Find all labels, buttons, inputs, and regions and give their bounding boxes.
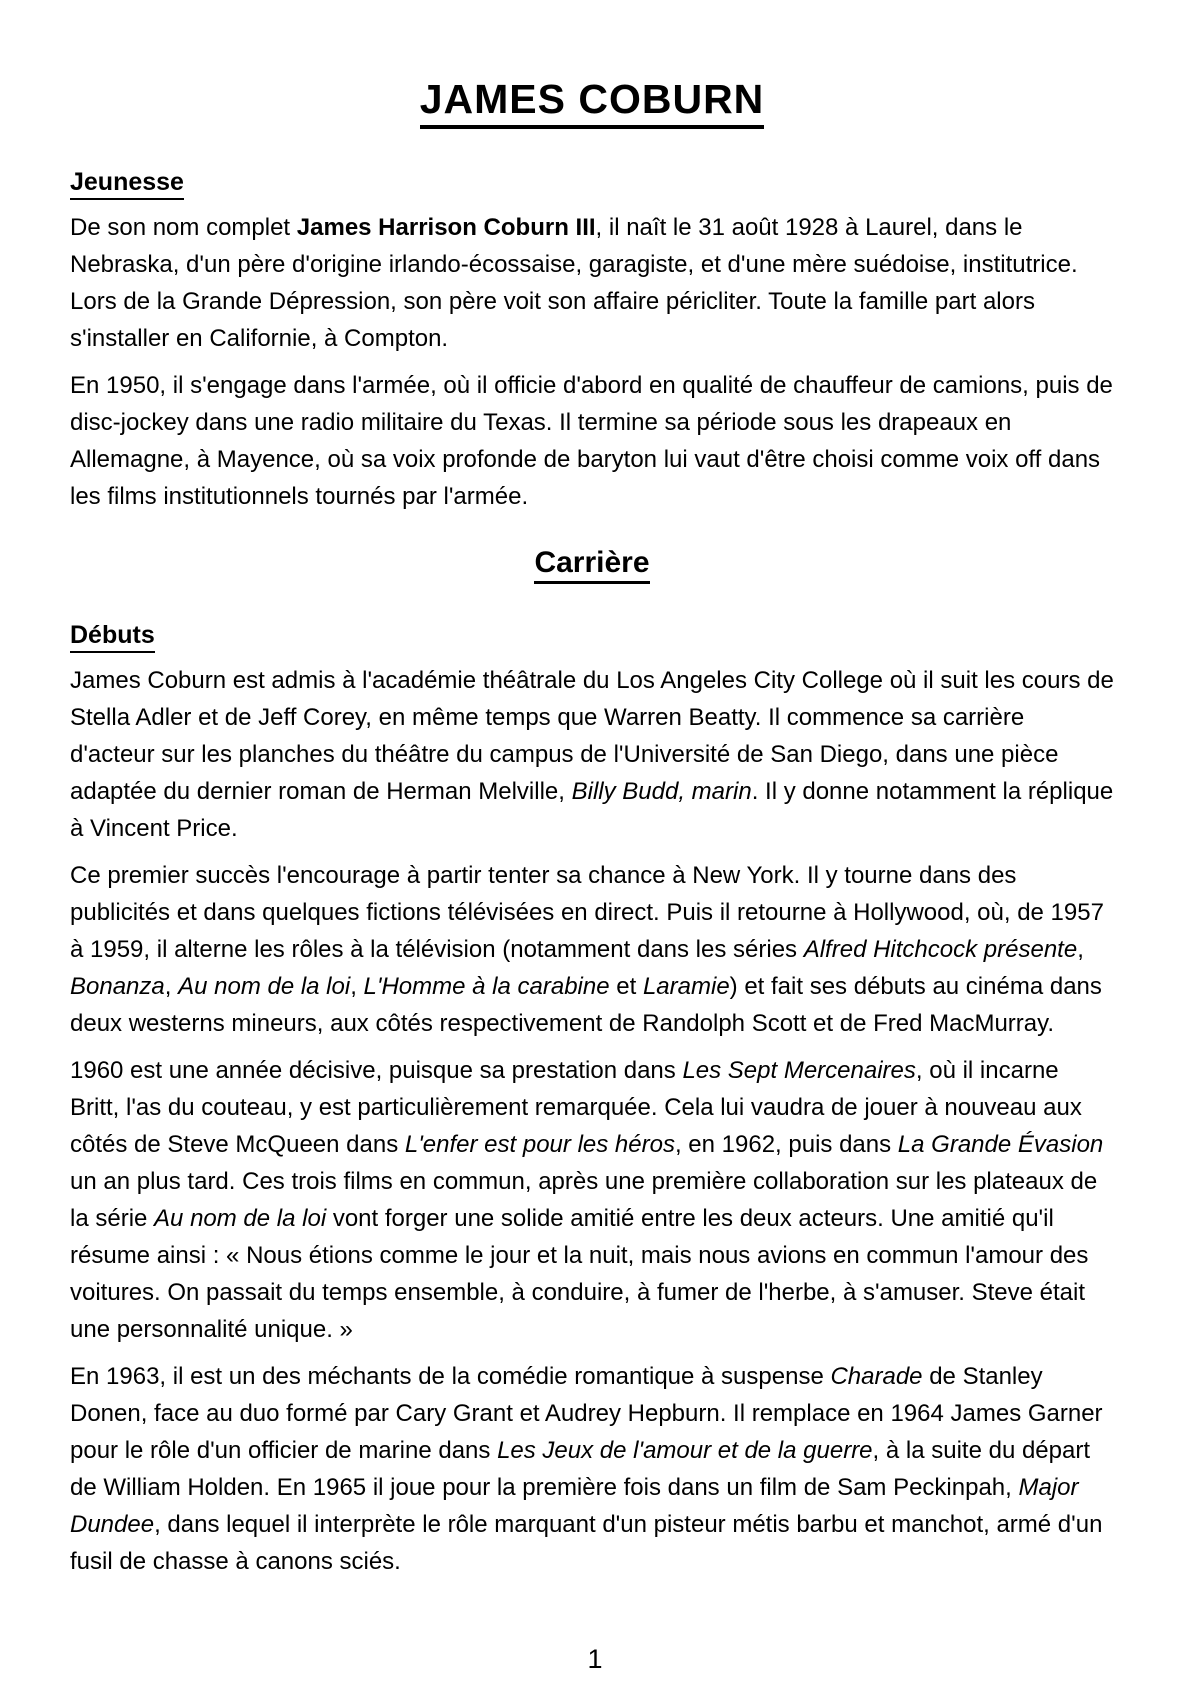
text-run: L'Homme à la carabine: [363, 973, 610, 1000]
text-run: Les Sept Mercenaires: [682, 1057, 916, 1084]
paragraph-debuts-4: [70, 1358, 1114, 1580]
text-run: , dans lequel il interprète le rôle marquant d'un pisteur métis barbu et manchot, armé d'un fusil de chasse à canons sciés.: [70, 1511, 1103, 1575]
text-run: Au nom de la loi: [178, 973, 351, 1000]
text-run: ,: [350, 973, 364, 1000]
text-run: vont forger une solide amitié entre les deux acteurs. Une amitié qu'il résume ainsi : « Nous étions comme le jour et la nuit, mais nous avions en commun l'amour des voitures. On passait du temps ensemble, à conduire, à fumer de l'herbe, à s'amuser. Steve était une personnalité unique. »: [70, 1205, 1089, 1343]
paragraph-jeunesse-2: [70, 367, 1114, 515]
text-run: de Stanley Donen, face au duo formé par Cary Grant et Audrey Hepburn. Il remplace en 1964 James Garner pour le rôle d'un officier de marine dans: [70, 1363, 1103, 1464]
text-run: Billy Budd, marin: [571, 778, 752, 805]
text-run: De son nom complet: [70, 214, 297, 241]
text-run: ,: [1077, 936, 1084, 963]
text-run: Laramie: [642, 973, 730, 1000]
paragraph-jeunesse-1: [70, 209, 1114, 357]
section-heading-debuts: [70, 620, 1114, 651]
section-heading-jeunesse: [70, 167, 1114, 198]
text-run: En 1950, il s'engage dans l'armée, où il officie d'abord en qualité de chauffeur de camions, puis de disc-jockey dans une radio militaire du Texas. Il termine sa période sous les drapeaux en Allemagne, à Mayence, où sa voix profonde de baryton lui vaut d'être choisi comme voix off dans les films institutionnels tournés par l'armée.: [70, 372, 1113, 510]
text-run: Ce premier succès l'encourage à partir tenter sa chance à New York. Il y tourne dans des publicités et dans quelques fictions télévisées en direct. Puis il retourne à Hollywood, où, de 1957 à 1959, il alterne les rôles à la télévision (notamment dans les séries: [70, 862, 1104, 963]
section-heading-debuts-text: Débuts: [70, 621, 155, 653]
text-run: Les Jeux de l'amour et de la guerre: [497, 1437, 873, 1464]
text-run: En 1963, il est un des méchants de la comédie romantique à suspense: [70, 1363, 831, 1390]
text-run: . Il y donne notamment la réplique à Vincent Price.: [70, 778, 1114, 842]
text-run: , en 1962, puis dans: [674, 1131, 898, 1158]
text-run: Major Dundee: [70, 1474, 1079, 1538]
text-run: , à la suite du départ de William Holden. En 1965 il joue pour la première fois dans un film de Sam Peckinpah,: [70, 1437, 1091, 1501]
page-number: 1: [587, 1644, 603, 1674]
document-title-text: JAMES COBURN: [420, 76, 765, 129]
text-run: Alfred Hitchcock présente: [803, 936, 1078, 963]
text-run: Bonanza: [70, 973, 165, 1000]
text-run: James Harrison Coburn III: [296, 214, 596, 241]
text-run: 1960 est une année décisive, puisque sa prestation dans: [70, 1057, 683, 1084]
text-run: ,: [164, 973, 179, 1000]
section-heading-carriere-text: Carrière: [534, 546, 649, 584]
text-run: La Grande Évasion: [897, 1131, 1104, 1158]
text-run: , où il incarne Britt, l'as du couteau, y est particulièrement remarquée. Cela lui vaudra de jouer à nouveau aux côtés de Steve McQueen dans: [70, 1057, 1082, 1158]
text-run: et: [609, 973, 643, 1000]
text-run: , il naît le 31 août 1928 à Laurel, dans le Nebraska, d'un père d'origine irlando-écossaise, garagiste, et d'une mère suédoise, institutrice. Lors de la Grande Dépression, son père voit son affaire péricliter. Toute la famille part alors s'installer en Californie, à Compton.: [70, 214, 1078, 352]
text-run: Charade: [830, 1363, 923, 1390]
text-run: un an plus tard. Ces trois films en commun, après une première collaboration sur les plateaux de la série: [70, 1168, 1098, 1232]
document-title: [70, 75, 1114, 123]
section-heading-jeunesse-text: Jeunesse: [70, 168, 184, 200]
paragraph-debuts-2: [70, 857, 1114, 1042]
text-run: James Coburn est admis à l'académie théâtrale du Los Angeles City College où il suit les cours de Stella Adler et de Jeff Corey, en même temps que Warren Beatty. Il commence sa carrière d'acteur sur les planches du théâtre du campus de l'Université de San Diego, dans une pièce adaptée du dernier roman de Herman Melville,: [70, 667, 1114, 805]
paragraph-debuts-3: [70, 1052, 1114, 1348]
text-run: ) et fait ses débuts au cinéma dans deux westerns mineurs, aux côtés respectivement de Randolph Scott et de Fred MacMurray.: [70, 973, 1102, 1037]
paragraph-debuts-1: [70, 662, 1114, 847]
text-run: L'enfer est pour les héros: [404, 1131, 675, 1158]
section-heading-carriere: [70, 545, 1114, 581]
text-run: Au nom de la loi: [154, 1205, 327, 1232]
